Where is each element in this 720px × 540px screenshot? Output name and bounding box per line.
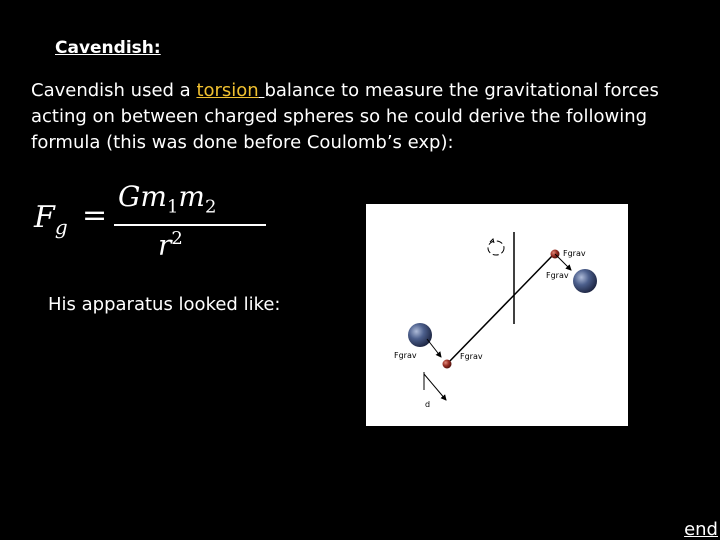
formula-equals: = [82, 198, 108, 233]
formula-mass-1-sub: 1 [166, 196, 179, 218]
small-sphere-left [443, 360, 452, 369]
apparatus-caption: His apparatus looked like: [48, 294, 281, 315]
large-sphere-right [573, 269, 597, 293]
paragraph-end: balance to measure the gravitational forces acting on between charged spheres so he could derive the following formula (this was done before Coulomb’s exp): [31, 80, 659, 153]
formula-numerator [118, 180, 216, 218]
formula-mass-2-sub: 2 [204, 196, 217, 218]
formula-distance-r: r [158, 228, 172, 262]
slide-title: Cavendish: [55, 38, 161, 58]
distance-arrow [424, 374, 446, 400]
formula-mass-1: m [140, 180, 167, 213]
torsion-balance-svg [366, 204, 628, 426]
torsion-rod [447, 254, 554, 364]
formula-fraction-bar [114, 224, 266, 226]
paragraph-start: Cavendish used a [31, 80, 197, 101]
fgrav-label-left-top: Fgrav [394, 351, 417, 360]
blank-answer: torsion [196, 80, 259, 101]
torsion-balance-diagram [366, 204, 628, 426]
formula-force-symbol: F [34, 200, 55, 235]
formula-constant-g: G [118, 180, 141, 213]
gravity-formula [34, 180, 274, 270]
fgrav-label-left-bottom: Fgrav [460, 352, 483, 361]
twist-indicator-icon [488, 241, 504, 255]
slide-paragraph [31, 78, 701, 156]
fgrav-label-right-top: Fgrav [563, 249, 586, 258]
distance-label: d [425, 400, 431, 409]
large-sphere-left [408, 323, 432, 347]
end-button[interactable]: end [684, 519, 718, 540]
force-arrow-left [427, 339, 441, 357]
formula-mass-2: m [178, 180, 205, 213]
fgrav-label-right-bottom: Fgrav [546, 271, 569, 280]
formula-force-subscript: g [54, 215, 68, 239]
formula-distance-exponent: 2 [171, 228, 183, 249]
formula-lhs [34, 200, 68, 239]
formula-denominator [158, 228, 183, 261]
